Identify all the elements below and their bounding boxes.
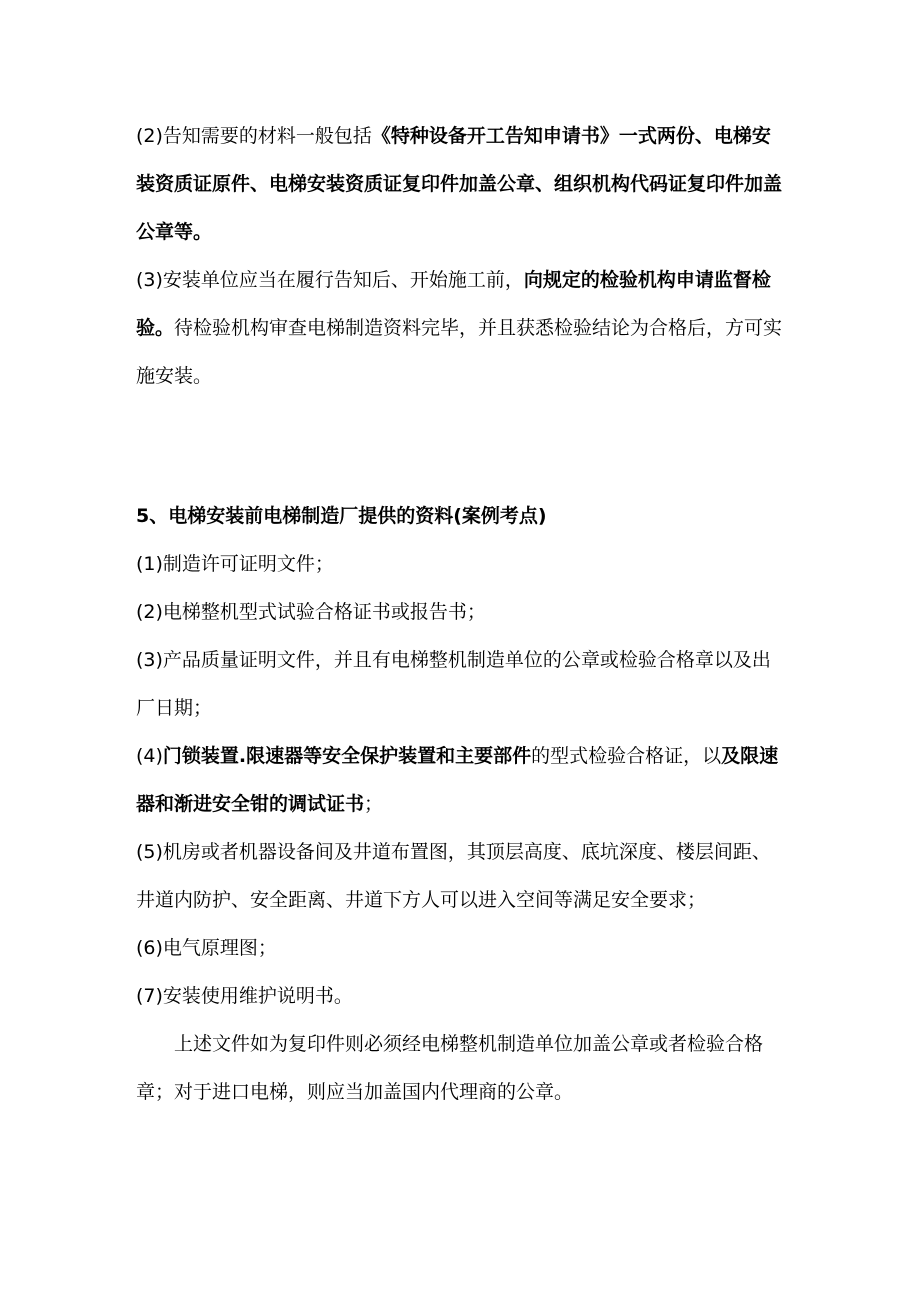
item-4-end: ； [364,793,384,815]
item-3-text-1: (3)安装单位应当在履行告知后、开始施工前， [136,269,524,291]
list-item-4 [136,732,788,828]
item-3-bold-text: 向规定的检验机构申请监督检验。 [136,269,771,339]
list-item-1: (1)制造许可证明文件； [136,553,334,575]
closing-note: 上述文件如为复印件则必须经电梯整机制造单位加盖公章或者检验合格章；对于进口电梯，则应当加盖国内代理商的公章。 [136,1033,764,1103]
item-4-number: (4) [136,745,163,767]
section-heading: 5、电梯安装前电梯制造厂提供的资料(案例考点) [136,505,547,527]
item-4-text: 的型式检验合格证，以 [531,745,722,767]
paragraph-item-3 [136,256,788,400]
item-3-text-2: 待检验机构审查电梯制造资料完毕，并且获悉检验结论为合格后，方可实施安装。 [136,317,783,387]
list-item-2: (2)电梯整机型式试验合格证书或报告书； [136,601,486,623]
list-item-7: (7)安装使用维护说明书。 [136,985,353,1007]
item-4-bold-text-1: 门锁装置.限速器等安全保护装置和主要部件 [162,745,532,767]
paragraph-item-2 [136,112,788,256]
item-2-text: (2)告知需要的材料一般包括 [136,125,372,147]
list-item-6: (6)电气原理图； [136,937,277,959]
item-2-bold-text: 《特种设备开工告知申请书》一式两份、电梯安装资质证原件、电梯安装资质证复印件加盖公章、组织机构代码证复印件加盖公章等。 [136,125,783,243]
list-item-5: (5)机房或者机器设备间及井道布置图，其顶层高度、底坑深度、楼层间距、井道内防护、安全距离、井道下方人可以进入空间等满足安全要求； [136,841,771,911]
item-4-bold-text-2: 及限速器和渐进安全钳的调试证书 [136,745,779,815]
list-item-3: (3)产品质量证明文件，并且有电梯整机制造单位的公章或检验合格章以及出厂日期； [136,649,771,719]
section-b [136,492,788,1116]
section-a [136,112,788,400]
